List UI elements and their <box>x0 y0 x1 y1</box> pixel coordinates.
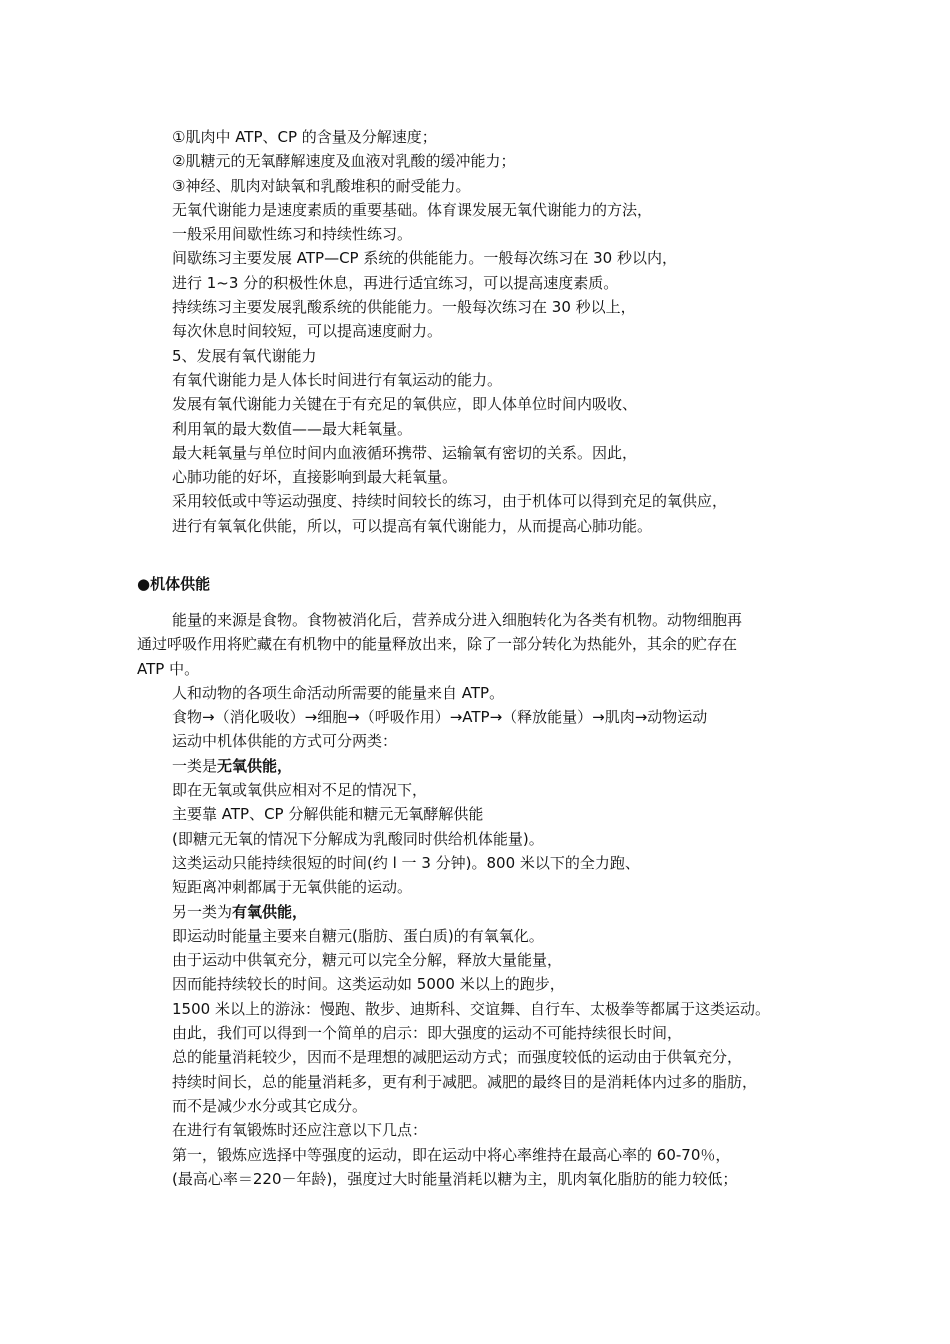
type1-suffix: ， <box>277 756 293 775</box>
text-line: 主要靠 ATP、CP 分解供能和糖元无氧酵解供能 <box>172 805 484 824</box>
text-line: 短距离冲刺都属于无氧供能的运动。 <box>172 878 413 897</box>
text-line: ②肌糖元的无氧酵解速度及血液对乳酸的缓冲能力； <box>172 152 516 171</box>
paragraph-line: 能量的来源是食物。食物被消化后，营养成分进入细胞转化为各类有机物。动物细胞再 <box>172 611 743 629</box>
type2-suffix: ， <box>292 902 308 921</box>
text-line: 这类运动只能持续很短的时间(约 l 一 3 分钟)。800 米以下的全力跑、 <box>172 853 640 872</box>
text-line: 进行有氧氧化供能，所以，可以提高有氧代谢能力，从而提高心肺功能。 <box>172 516 653 535</box>
text-line: 持续时间长，总的能量消耗多，更有利于减肥。减肥的最终目的是消耗体内过多的脂肪， <box>172 1072 758 1091</box>
type1-line <box>0 754 950 778</box>
text-line: ③神经、肌肉对缺氧和乳酸堆积的耐受能力。 <box>172 176 471 195</box>
text-line: 利用氧的最大数值——最大耗氧量。 <box>172 419 413 438</box>
text-line: 1500 米以上的游泳：慢跑、散步、迪斯科、交谊舞、自行车、太极拳等都属于这类运动。 <box>172 999 770 1018</box>
text-line: 间歇练习主要发展 ATP—CP 系统的供能能力。一般每次练习在 30 秒以内， <box>172 249 677 268</box>
text-line: 因而能持续较长的时间。这类运动如 5000 米以上的跑步， <box>172 975 565 994</box>
section-heading: ●机体供能 <box>137 575 211 593</box>
text-line: 而不是减少水分或其它成分。 <box>172 1096 368 1115</box>
subheading: 5、发展有氧代谢能力 <box>172 346 317 365</box>
type2-keyword: 有氧供能 <box>232 902 293 921</box>
text-line: 即在无氧或氧供应相对不足的情况下， <box>172 781 428 800</box>
energy-chain-line: 食物→（消化吸收）→细胞→（呼吸作用）→ATP→（释放能量）→肌肉→动物运动 <box>172 708 708 727</box>
text-line: 心肺功能的好坏，直接影响到最大耗氧量。 <box>172 468 458 487</box>
text-line: 一般采用间歇性练习和持续性练习。 <box>172 225 413 244</box>
paragraph-line: ATP 中。 <box>137 659 200 678</box>
text-line: 发展有氧代谢能力关键在于有充足的氧供应，即人体单位时间内吸收、 <box>172 395 638 414</box>
text-line: 即运动时能量主要来自糖元(脂肪、蛋白质)的有氧氧化。 <box>172 926 544 945</box>
text-line: 人和动物的各项生命活动所需要的能量来自 ATP。 <box>172 683 505 702</box>
text-line: 每次休息时间较短，可以提高速度耐力。 <box>172 322 443 341</box>
type2-prefix: 另一类为 <box>172 902 233 921</box>
section-anaerobic-factors <box>0 125 950 538</box>
text-line: 有氧代谢能力是人体长时间进行有氧运动的能力。 <box>172 370 503 389</box>
type1-prefix: 一类是 <box>172 756 218 775</box>
text-line: 第一，锻炼应选择中等强度的运动，即在运动中将心率维持在最高心率的 60-70％， <box>172 1145 731 1164</box>
text-line: 采用较低或中等运动强度、持续时间较长的练习，由于机体可以得到充足的氧供应， <box>172 492 728 511</box>
type2-line <box>0 900 950 924</box>
text-line: 无氧代谢能力是速度素质的重要基础。体育课发展无氧代谢能力的方法， <box>172 200 653 219</box>
text-line: 在进行有氧锻炼时还应注意以下几点： <box>172 1121 428 1140</box>
text-line: (即糖元无氧的情况下分解成为乳酸同时供给机体能量)。 <box>172 829 544 848</box>
text-line: 由此，我们可以得到一个简单的启示：即大强度的运动不可能持续很长时间， <box>172 1024 683 1043</box>
text-line: 由于运动中供氧充分，糖元可以完全分解，释放大量能量， <box>172 951 563 970</box>
type1-keyword: 无氧供能 <box>217 756 278 775</box>
paragraph-line: 通过呼吸作用将贮藏在有机物中的能量释放出来，除了一部分转化为热能外，其余的贮存在 <box>137 635 738 654</box>
text-line: 持续练习主要发展乳酸系统的供能能力。一般每次练习在 30 秒以上， <box>172 298 636 317</box>
text-line: (最高心率＝220－年龄)，强度过大时能量消耗以糖为主，肌肉氧化脂肪的能力较低； <box>172 1169 738 1188</box>
section-energy-supply <box>0 608 950 1191</box>
text-line: 进行 1~3 分的积极性休息，再进行适宜练习，可以提高速度素质。 <box>172 273 619 292</box>
text-line: 最大耗氧量与单位时间内血液循环携带、运输氧有密切的关系。因此， <box>172 443 638 462</box>
text-line: 运动中机体供能的方式可分两类： <box>172 732 398 751</box>
section-heading-energy-supply <box>0 572 950 596</box>
text-line: ①肌肉中 ATP、CP 的含量及分解速度； <box>172 128 437 146</box>
text-line: 总的能量消耗较少，因而不是理想的减肥运动方式；而强度较低的运动由于供氧充分， <box>172 1048 743 1067</box>
